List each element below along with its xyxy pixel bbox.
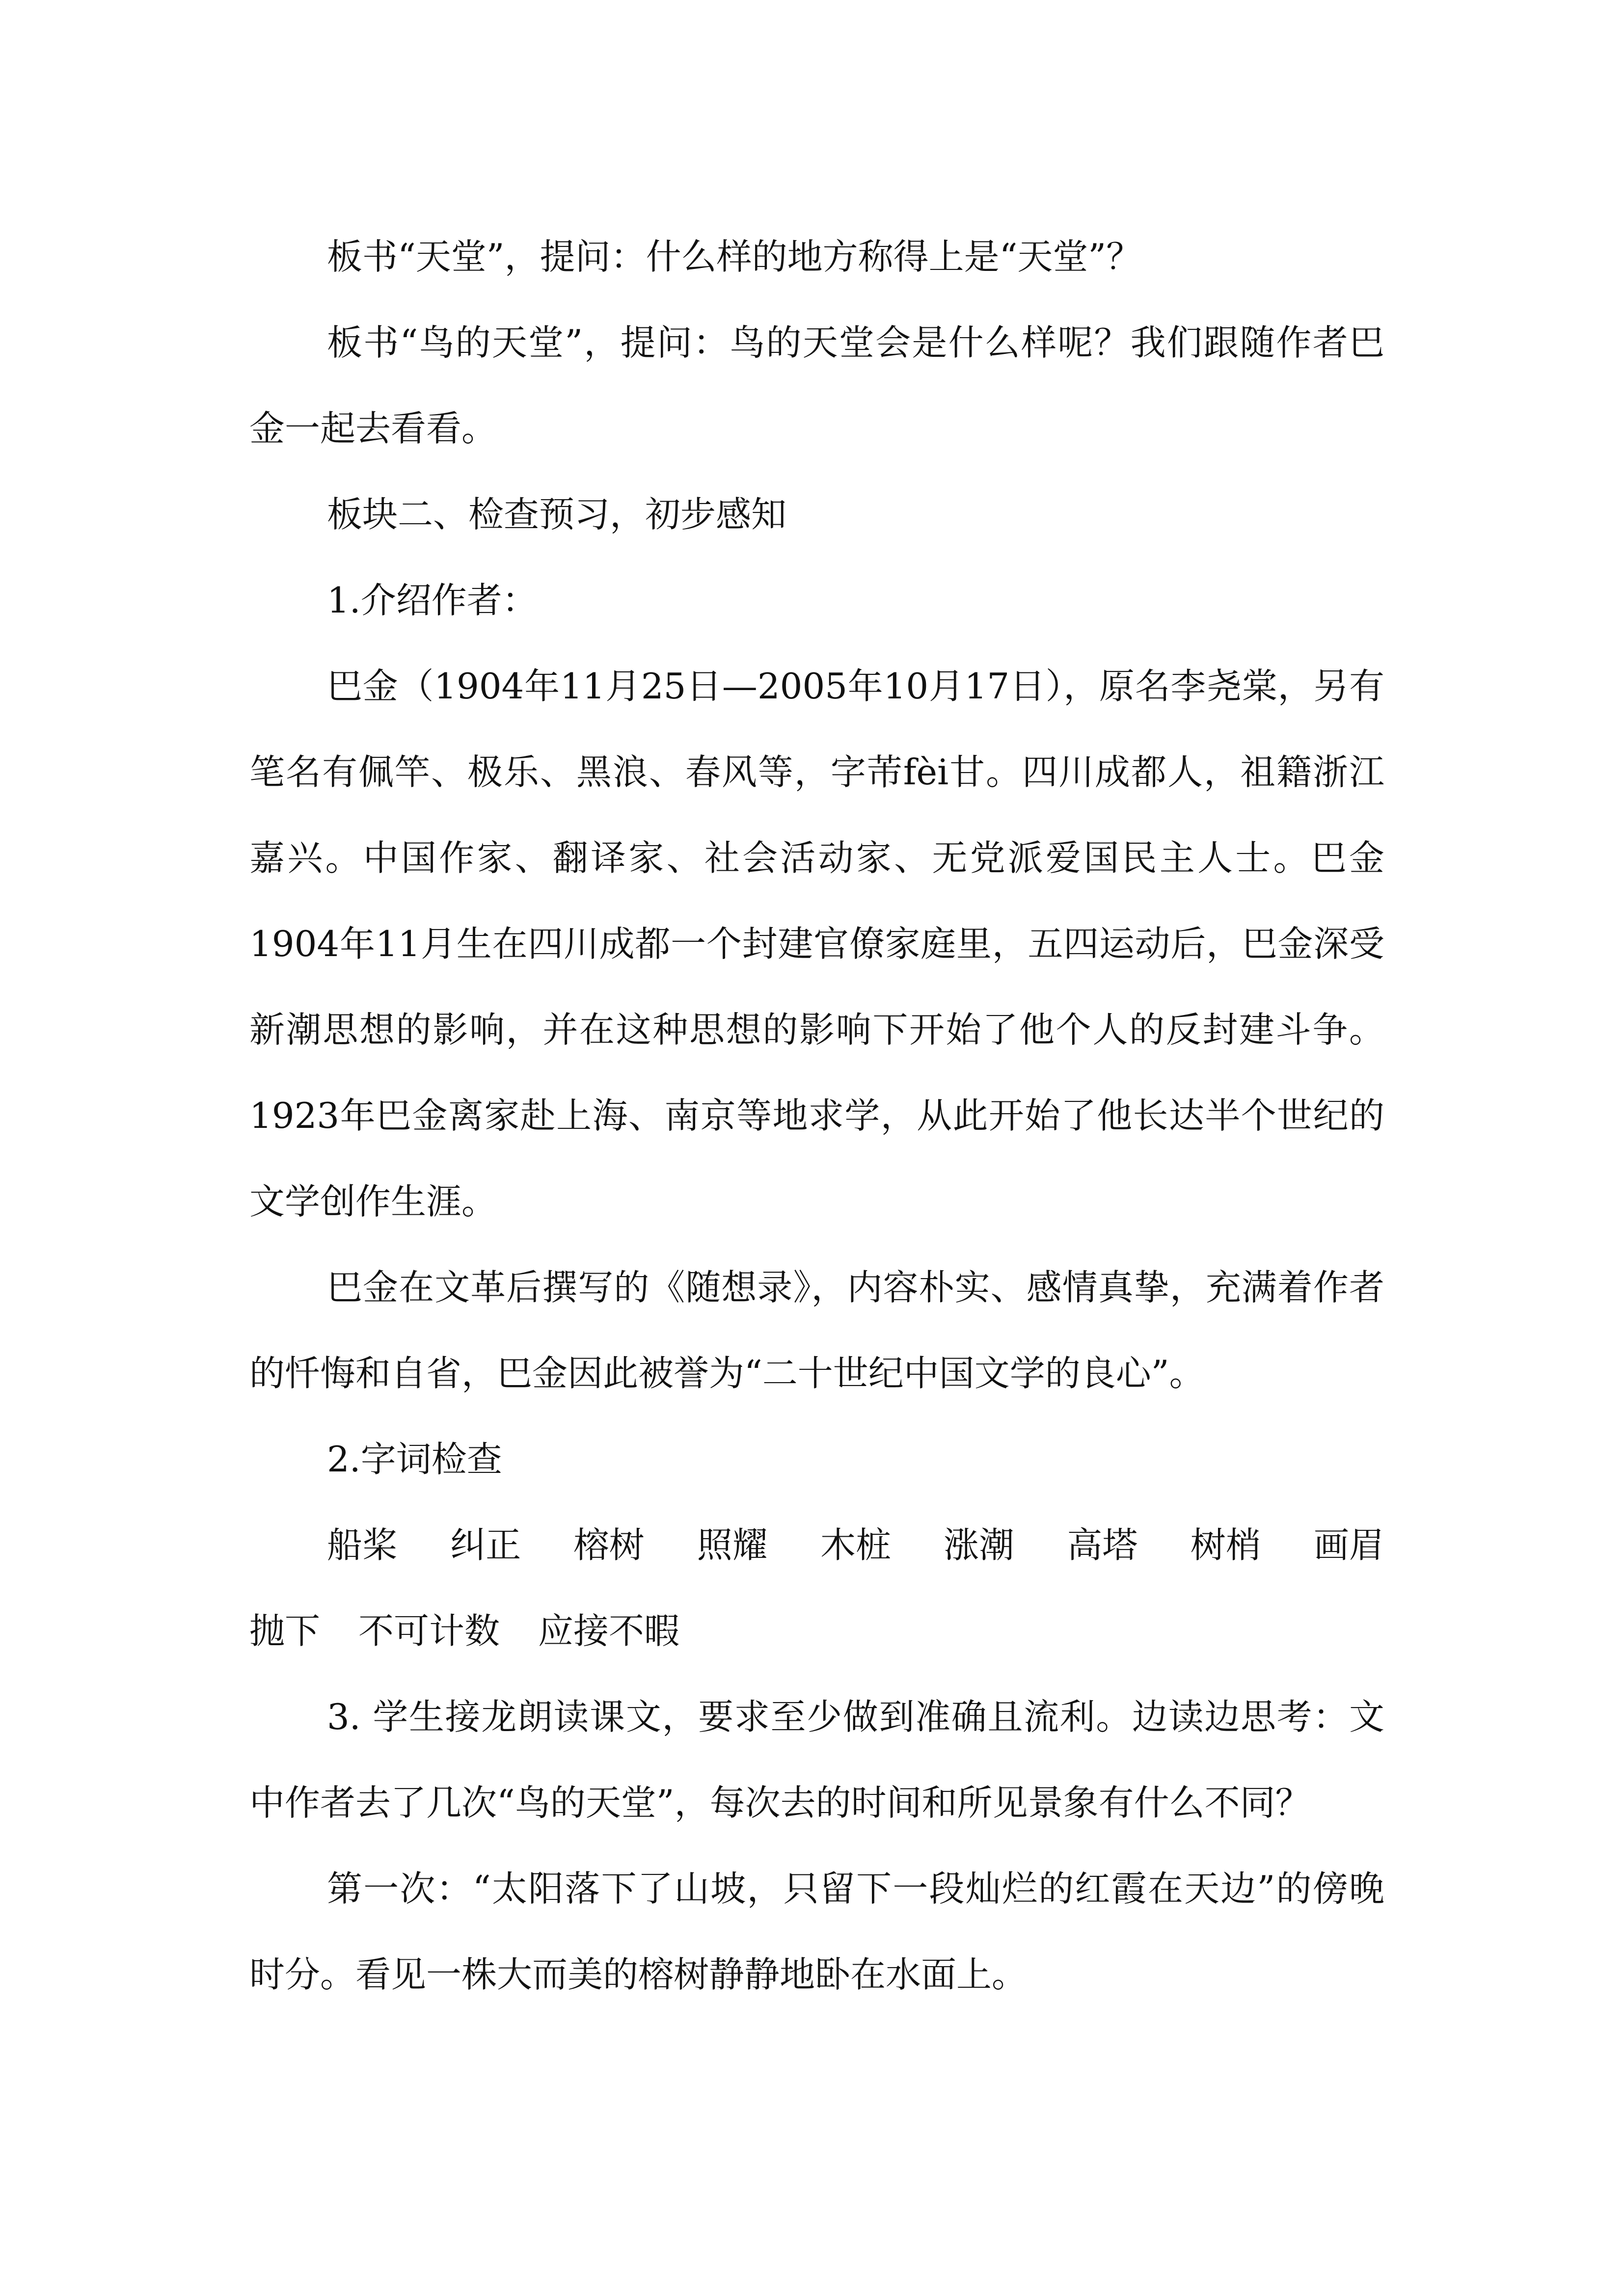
- paragraph-suixianglu: 巴金在文革后撰写的《随想录》，内容朴实、感情真挚，充满着作者的忏悔和自省，巴金因此被誉为“二十世纪中国文学的良心”。: [249, 1267, 1384, 1394]
- document-body: [249, 214, 1384, 2018]
- subheading-vocabulary-check: 2.字词检查: [327, 1439, 502, 1480]
- vocabulary-list-line-2: [249, 1588, 1384, 1674]
- vocab-word: 树梢: [1190, 1524, 1261, 1566]
- vocab-word: 木桩: [820, 1524, 891, 1566]
- vocabulary-list-line-1: [249, 1502, 1384, 1588]
- vocab-word: 船桨: [327, 1524, 398, 1566]
- vocab-word: 应接不暇: [538, 1610, 680, 1652]
- section-heading-preview: 板块二、检查预习，初步感知: [327, 494, 787, 535]
- subheading-author-intro: 1.介绍作者：: [327, 580, 538, 621]
- vocab-word: 画眉: [1313, 1524, 1384, 1566]
- vocab-word: 榕树: [573, 1524, 645, 1566]
- vocab-word: 高塔: [1067, 1524, 1138, 1566]
- vocab-word: 照耀: [697, 1524, 768, 1566]
- vocab-word: 涨潮: [944, 1524, 1015, 1566]
- vocab-word: 抛下: [249, 1610, 321, 1652]
- vocab-word: 不可计数: [358, 1610, 500, 1652]
- paragraph-board-bird-heaven: 板书“鸟的天堂”，提问：鸟的天堂会是什么样呢？我们跟随作者巴金一起去看看。: [249, 322, 1384, 449]
- paragraph-author-bio: 巴金（1904年11月25日—2005年10月17日），原名李尧棠，另有笔名有佩竿、极乐、黑浪、春风等，字芾fèi甘。四川成都人，祖籍浙江嘉兴。中国作家、翻译家、社会活动家、无党派爱国民主人士。巴金1904年11月生在四川成都一个封建官僚家庭里，五四运动后，巴金深受新潮思想的影响，并在这种思想的影响下开始了他个人的反封建斗争。1923年巴金离家赴上海、南京等地求学，从此开始了他长达半个世纪的文学创作生涯。: [249, 666, 1384, 1222]
- vocab-word: 纠正: [450, 1524, 521, 1566]
- paragraph-board-heaven: 板书“天堂”，提问：什么样的地方称得上是“天堂”？: [327, 236, 1142, 277]
- paragraph-reading-task: 3. 学生接龙朗读课文，要求至少做到准确且流利。边读边思考：文中作者去了几次“鸟的天堂”，每次去的时间和所见景象有什么不同？: [249, 1696, 1384, 1823]
- paragraph-first-visit: 第一次：“太阳落下了山坡，只留下一段灿烂的红霞在天边”的傍晚时分。看见一株大而美的榕树静静地卧在水面上。: [249, 1868, 1384, 1995]
